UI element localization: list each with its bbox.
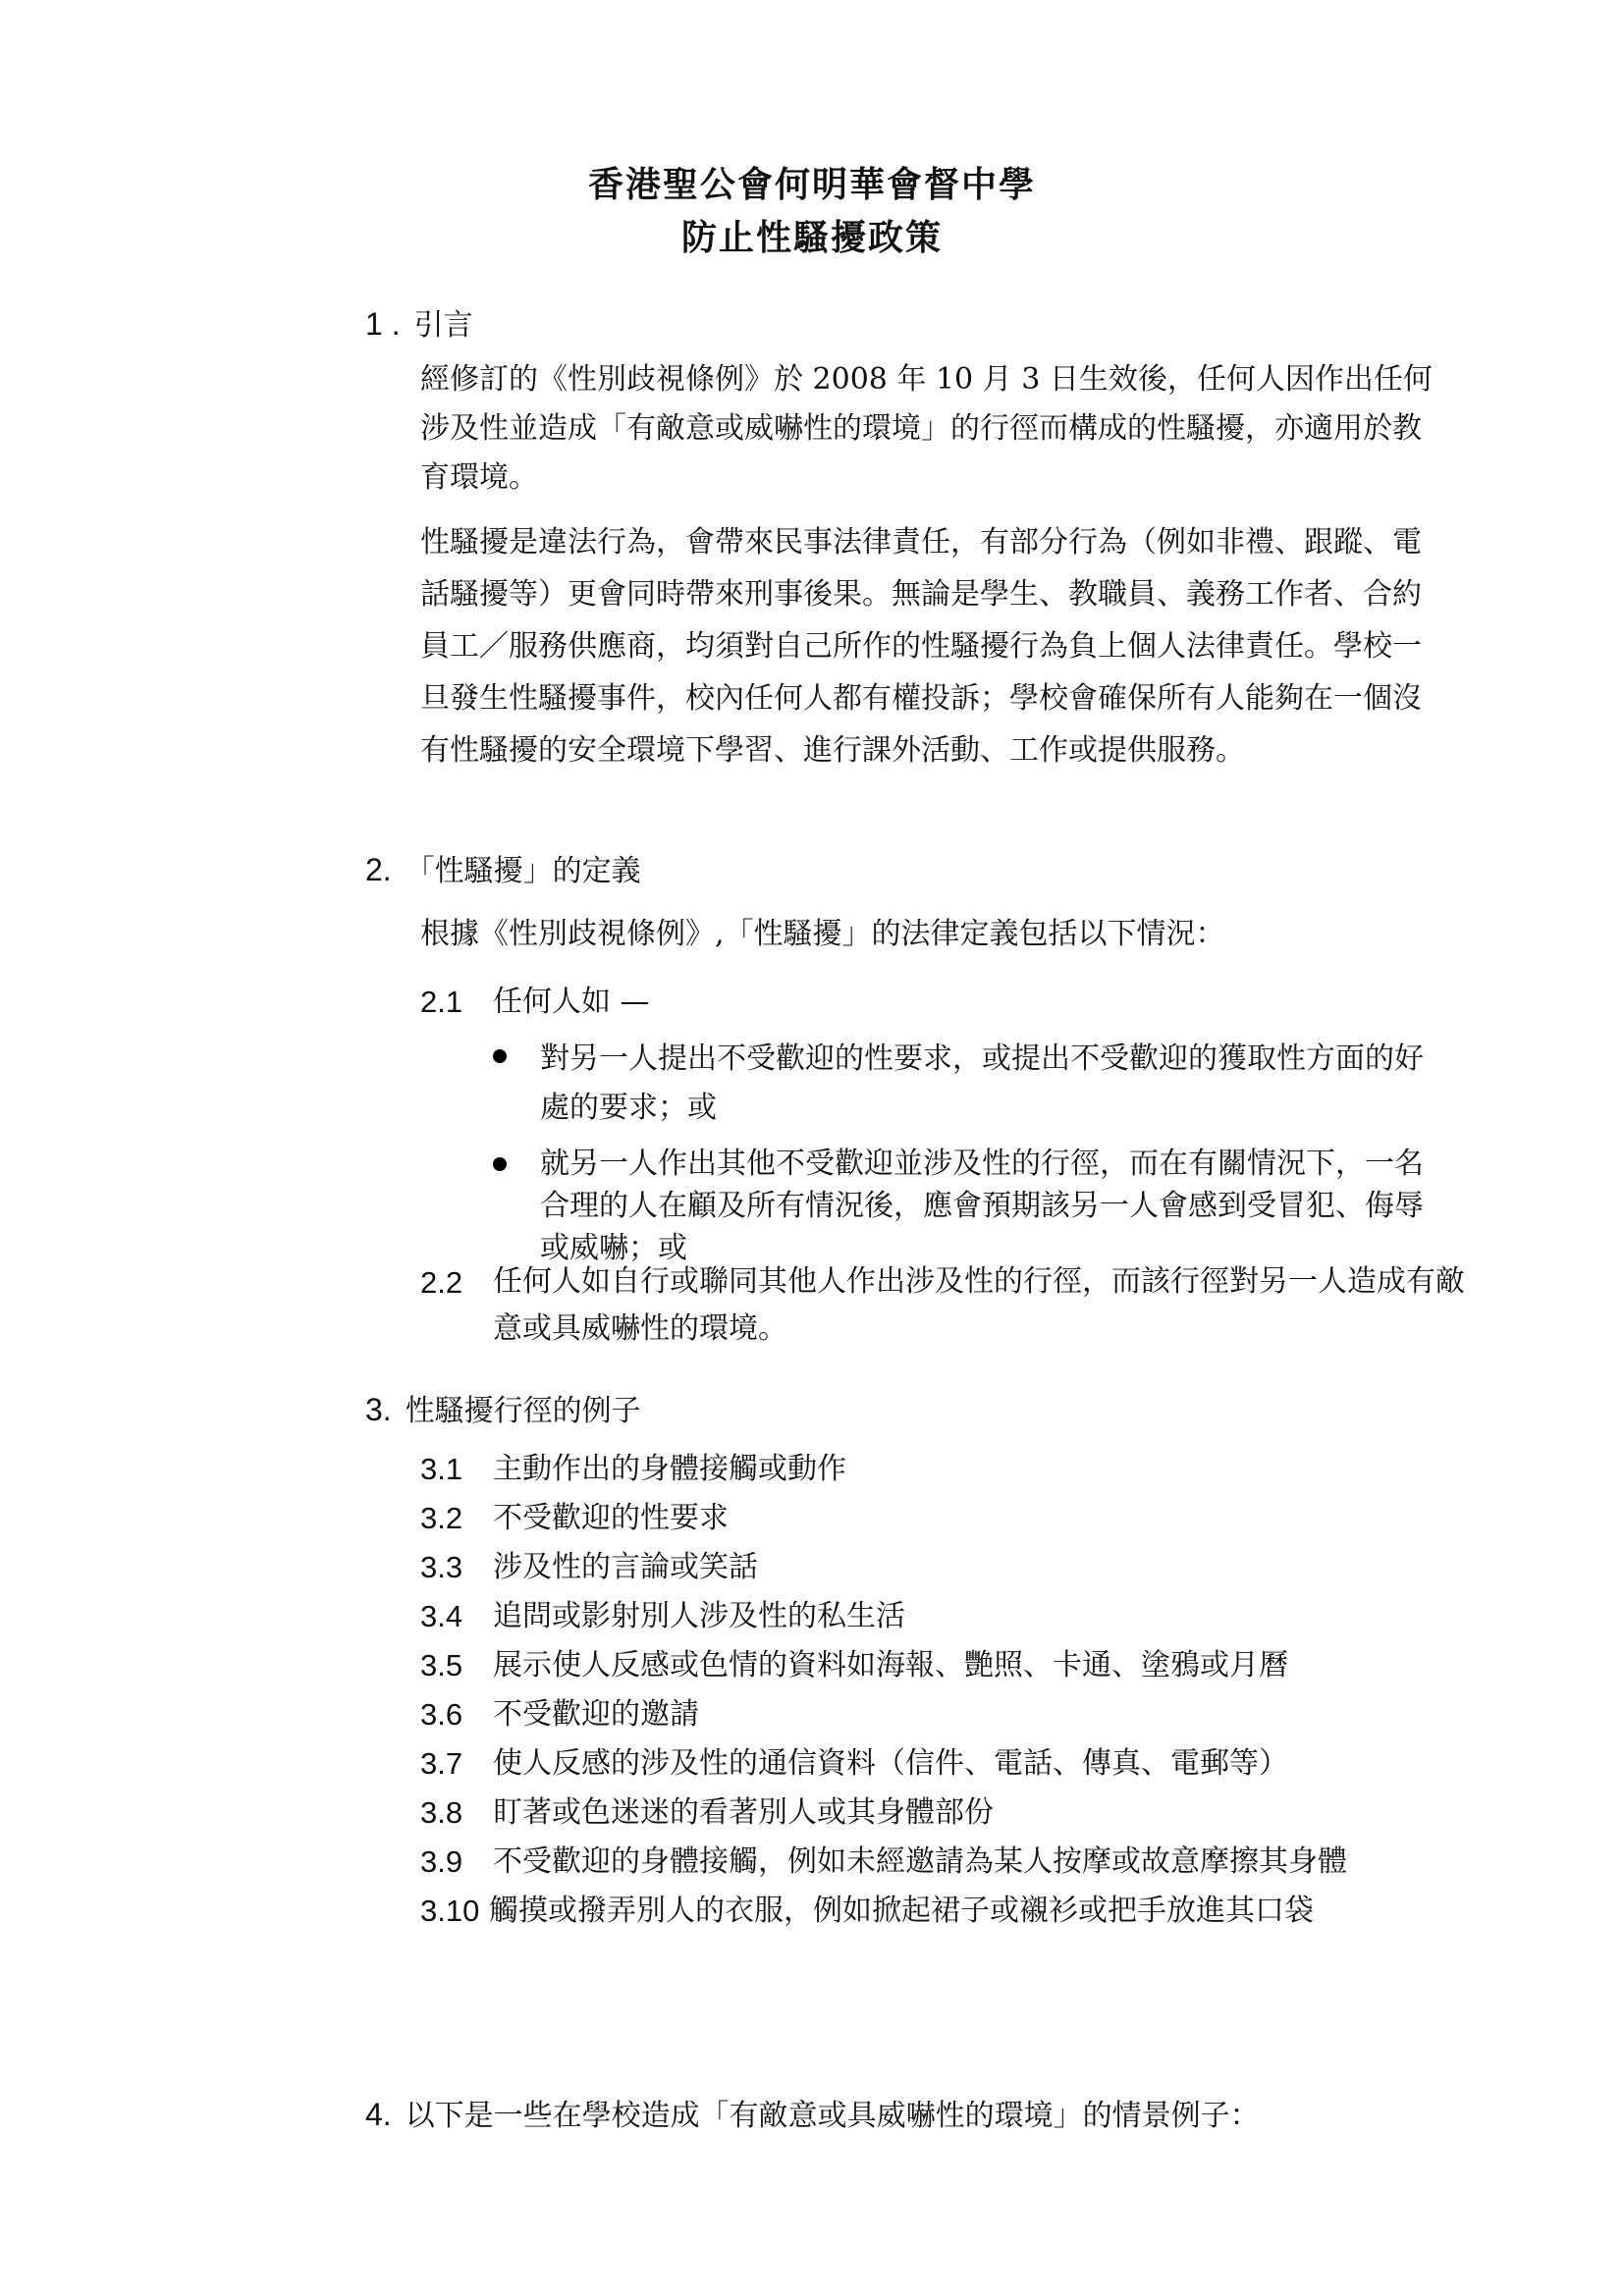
section-4-title: 以下是一些在學校造成「有敵意或具威嚇性的環境」的情景例子：: [405, 2099, 1260, 2133]
section-3-heading: [365, 1386, 641, 1429]
example-number: 3.2: [420, 1501, 463, 1535]
clause-2-1-text: 任何人如 —: [493, 985, 650, 1019]
example-number: 3.4: [420, 1599, 463, 1633]
example-text: 觸摸或撥弄別人的衣服，例如掀起裙子或襯衫或把手放進其口袋: [489, 1894, 1314, 1928]
example-number: 3.7: [420, 1746, 463, 1781]
section-2-lead: 根據《性別歧視條例》,「性騷擾」的法律定義包括以下情況：: [420, 917, 1225, 951]
clause-2-2-text: 任何人如自行或聯同其他人作出涉及性的行徑，而該行徑對另一人造成有敵意或具威嚇性的環境。: [493, 1264, 1465, 1346]
section-1-number: 1 .: [365, 306, 401, 342]
section-2-number: 2.: [365, 852, 392, 887]
section-2-heading: [365, 846, 641, 889]
example-number: 3.6: [420, 1697, 463, 1732]
example-text: 不受歡迎的性要求: [493, 1501, 729, 1535]
example-text: 不受歡迎的身體接觸，例如未經邀請為某人按摩或故意摩擦其身體: [493, 1844, 1347, 1879]
clause-2-1-number: 2.1: [420, 985, 463, 1019]
example-text: 追問或影射別人涉及性的私生活: [493, 1599, 905, 1633]
example-number: 3.8: [420, 1795, 463, 1830]
section-4-heading: [365, 2091, 1260, 2134]
example-text: 主動作出的身體接觸或動作: [493, 1452, 846, 1486]
example-text: 盯著或色迷迷的看著別人或其身體部份: [493, 1795, 994, 1830]
example-text: 使人反感的涉及性的通信資料（信件、電話、傳真、電郵等）: [493, 1746, 1288, 1781]
school-name-title: 香港聖公會何明華會督中學: [587, 165, 1036, 205]
example-number: 3.3: [420, 1550, 463, 1584]
section-1-heading: [365, 300, 473, 344]
section-1-paragraph-1: 經修訂的《性別歧視條例》於 2008 年 10 月 3 日生效後，任何人因作出任何涉及性並造成「有敵意或威嚇性的環境」的行徑而構成的性騷擾，亦適用於教育環境。: [420, 362, 1433, 495]
bullet-dot-icon: [493, 1049, 507, 1063]
section-3-title: 性騷擾行徑的例子: [405, 1394, 641, 1428]
section-1-paragraph-2: 性騷擾是違法行為，會帶來民事法律責任，有部分行為（例如非禮、跟蹤、電話騷擾等）更會同時帶來刑事後果。無論是學生、教職員、義務工作者、合約員工／服務供應商，均須對自己所作的性騷擾行為負上個人法律責任。學校一旦發生性騷擾事件，校內任何人都有權投訴；學校會確保所有人能夠在一個沒有性騷擾的安全環境下學習、進行課外活動、工作或提供服務。: [420, 525, 1422, 768]
section-1-body: [420, 355, 1441, 776]
example-text: 涉及性的言論或笑話: [493, 1550, 758, 1584]
section-2-title: 「性騷擾」的定義: [405, 854, 641, 888]
bullet-dot-icon: [493, 1157, 507, 1171]
example-number: 3.9: [420, 1844, 463, 1879]
example-number: 3.5: [420, 1648, 463, 1682]
bullet-item-1-text: 對另一人提出不受歡迎的性要求，或提出不受歡迎的獲取性方面的好處的要求；或: [540, 1041, 1424, 1125]
clause-2-2-number: 2.2: [420, 1265, 463, 1300]
section-4-number: 4.: [365, 2097, 392, 2132]
example-text: 展示使人反感或色情的資料如海報、艷照、卡通、塗鴉或月曆: [493, 1648, 1288, 1682]
example-number: 3.1: [420, 1452, 463, 1486]
example-text: 不受歡迎的邀請: [493, 1697, 699, 1732]
example-number: 3.10: [420, 1894, 480, 1928]
section-3-number: 3.: [365, 1392, 392, 1427]
section-1-title: 引言: [413, 308, 473, 343]
policy-title: 防止性騷擾政策: [680, 218, 943, 258]
bullet-item-2-text: 就另一人作出其他不受歡迎並涉及性的行徑，而在有關情況下，一名合理的人在顧及所有情況後，應會預期該另一人會感到受冒犯、侮辱或威嚇；或: [540, 1147, 1424, 1265]
